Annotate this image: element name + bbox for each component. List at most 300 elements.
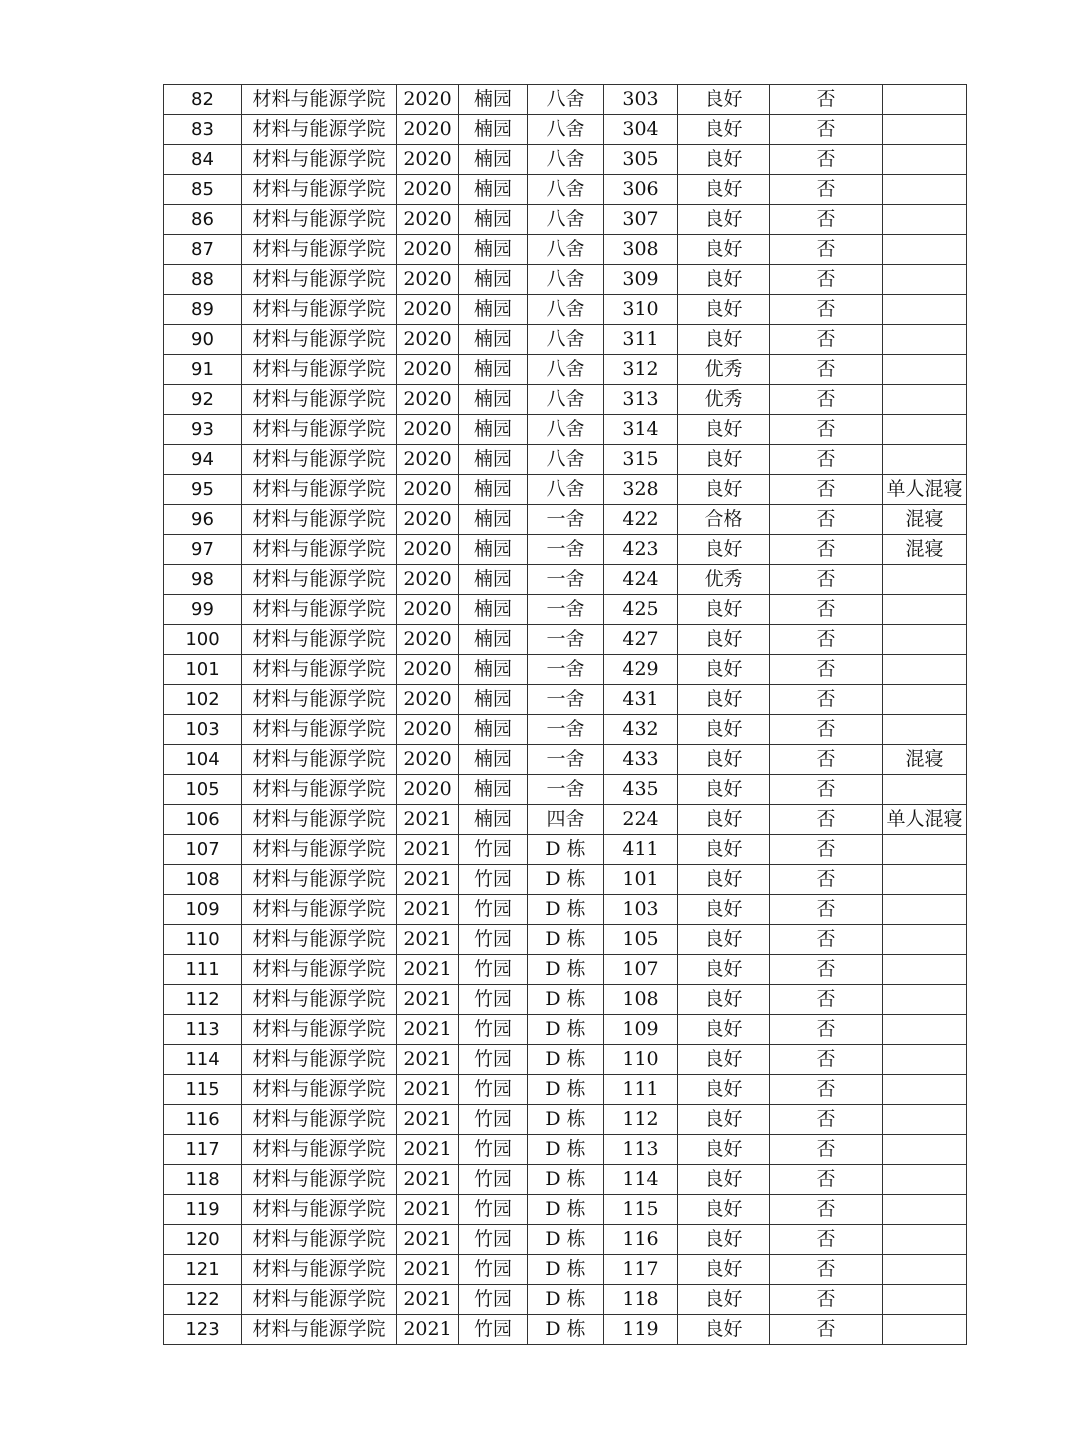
cell-building: 八舍: [528, 355, 604, 385]
cell-college: 材料与能源学院: [242, 685, 397, 715]
table-row: [164, 1165, 967, 1195]
cell-flag: 否: [770, 385, 883, 415]
cell-year: 2021: [397, 1105, 459, 1135]
cell-flag: 否: [770, 1255, 883, 1285]
cell-rating: 良好: [678, 475, 770, 505]
cell-rating: 合格: [678, 505, 770, 535]
cell-room: 328: [604, 475, 678, 505]
cell-building: D 栋: [528, 985, 604, 1015]
cell-campus: 楠园: [459, 415, 528, 445]
cell-note: [883, 955, 967, 985]
table-row: [164, 385, 967, 415]
cell-campus: 楠园: [459, 325, 528, 355]
cell-flag: 否: [770, 865, 883, 895]
cell-campus: 楠园: [459, 715, 528, 745]
cell-flag: 否: [770, 475, 883, 505]
cell-year: 2021: [397, 1165, 459, 1195]
cell-room: 423: [604, 535, 678, 565]
cell-flag: 否: [770, 1195, 883, 1225]
cell-index: 86: [164, 205, 242, 235]
cell-college: 材料与能源学院: [242, 1315, 397, 1345]
cell-rating: 良好: [678, 1225, 770, 1255]
cell-index: 114: [164, 1045, 242, 1075]
cell-year: 2021: [397, 805, 459, 835]
cell-index: 94: [164, 445, 242, 475]
cell-college: 材料与能源学院: [242, 85, 397, 115]
cell-room: 103: [604, 895, 678, 925]
cell-building: 八舍: [528, 265, 604, 295]
cell-campus: 楠园: [459, 475, 528, 505]
cell-note: [883, 295, 967, 325]
cell-room: 433: [604, 745, 678, 775]
cell-year: 2021: [397, 955, 459, 985]
cell-room: 313: [604, 385, 678, 415]
cell-note: [883, 235, 967, 265]
cell-year: 2021: [397, 1255, 459, 1285]
cell-note: [883, 1015, 967, 1045]
cell-index: 101: [164, 655, 242, 685]
cell-campus: 竹园: [459, 1195, 528, 1225]
cell-flag: 否: [770, 535, 883, 565]
cell-building: 八舍: [528, 385, 604, 415]
cell-index: 97: [164, 535, 242, 565]
cell-building: 四舍: [528, 805, 604, 835]
cell-room: 305: [604, 145, 678, 175]
cell-flag: 否: [770, 1285, 883, 1315]
cell-building: 八舍: [528, 175, 604, 205]
cell-flag: 否: [770, 1135, 883, 1165]
cell-college: 材料与能源学院: [242, 235, 397, 265]
cell-room: 113: [604, 1135, 678, 1165]
cell-index: 104: [164, 745, 242, 775]
cell-year: 2021: [397, 925, 459, 955]
cell-year: 2020: [397, 685, 459, 715]
cell-building: 八舍: [528, 445, 604, 475]
cell-year: 2020: [397, 655, 459, 685]
cell-rating: 良好: [678, 625, 770, 655]
cell-flag: 否: [770, 235, 883, 265]
cell-note: [883, 415, 967, 445]
cell-college: 材料与能源学院: [242, 145, 397, 175]
table-row: [164, 265, 967, 295]
dormitory-table: [163, 84, 967, 1345]
cell-building: 一舍: [528, 655, 604, 685]
cell-year: 2020: [397, 595, 459, 625]
cell-index: 110: [164, 925, 242, 955]
cell-building: D 栋: [528, 895, 604, 925]
cell-campus: 竹园: [459, 1315, 528, 1345]
cell-room: 411: [604, 835, 678, 865]
cell-building: 八舍: [528, 295, 604, 325]
cell-note: [883, 145, 967, 175]
table-row: [164, 625, 967, 655]
cell-rating: 良好: [678, 1165, 770, 1195]
cell-building: D 栋: [528, 1105, 604, 1135]
cell-index: 120: [164, 1225, 242, 1255]
cell-index: 90: [164, 325, 242, 355]
cell-index: 112: [164, 985, 242, 1015]
cell-note: [883, 715, 967, 745]
cell-rating: 良好: [678, 865, 770, 895]
cell-college: 材料与能源学院: [242, 475, 397, 505]
cell-room: 109: [604, 1015, 678, 1045]
cell-campus: 楠园: [459, 175, 528, 205]
cell-year: 2020: [397, 625, 459, 655]
cell-index: 116: [164, 1105, 242, 1135]
cell-building: D 栋: [528, 865, 604, 895]
cell-college: 材料与能源学院: [242, 595, 397, 625]
table-row: [164, 1105, 967, 1135]
cell-campus: 竹园: [459, 1015, 528, 1045]
cell-building: 八舍: [528, 415, 604, 445]
cell-college: 材料与能源学院: [242, 655, 397, 685]
cell-index: 118: [164, 1165, 242, 1195]
cell-campus: 楠园: [459, 85, 528, 115]
cell-rating: 良好: [678, 1135, 770, 1165]
cell-room: 101: [604, 865, 678, 895]
cell-rating: 良好: [678, 595, 770, 625]
cell-building: D 栋: [528, 1075, 604, 1105]
cell-index: 108: [164, 865, 242, 895]
cell-college: 材料与能源学院: [242, 925, 397, 955]
table-row: [164, 1195, 967, 1225]
cell-building: D 栋: [528, 835, 604, 865]
cell-note: [883, 985, 967, 1015]
cell-note: [883, 565, 967, 595]
cell-year: 2020: [397, 85, 459, 115]
cell-room: 115: [604, 1195, 678, 1225]
cell-rating: 良好: [678, 1285, 770, 1315]
table-row: [164, 1015, 967, 1045]
table-row: [164, 445, 967, 475]
cell-note: [883, 625, 967, 655]
cell-index: 117: [164, 1135, 242, 1165]
cell-room: 112: [604, 1105, 678, 1135]
cell-flag: 否: [770, 775, 883, 805]
cell-index: 93: [164, 415, 242, 445]
cell-campus: 楠园: [459, 745, 528, 775]
cell-flag: 否: [770, 1075, 883, 1105]
cell-year: 2020: [397, 115, 459, 145]
cell-index: 85: [164, 175, 242, 205]
cell-campus: 楠园: [459, 115, 528, 145]
cell-rating: 良好: [678, 1315, 770, 1345]
cell-building: 一舍: [528, 775, 604, 805]
cell-building: D 栋: [528, 1255, 604, 1285]
cell-building: D 栋: [528, 1015, 604, 1045]
cell-note: [883, 355, 967, 385]
cell-flag: 否: [770, 355, 883, 385]
cell-rating: 良好: [678, 115, 770, 145]
cell-year: 2021: [397, 1045, 459, 1075]
table-row: [164, 1285, 967, 1315]
cell-building: D 栋: [528, 925, 604, 955]
cell-index: 106: [164, 805, 242, 835]
cell-campus: 楠园: [459, 265, 528, 295]
cell-year: 2021: [397, 1315, 459, 1345]
cell-rating: 良好: [678, 535, 770, 565]
cell-flag: 否: [770, 1315, 883, 1345]
cell-college: 材料与能源学院: [242, 745, 397, 775]
cell-rating: 良好: [678, 295, 770, 325]
cell-campus: 楠园: [459, 355, 528, 385]
cell-year: 2021: [397, 1195, 459, 1225]
cell-rating: 良好: [678, 775, 770, 805]
cell-flag: 否: [770, 565, 883, 595]
cell-campus: 竹园: [459, 1285, 528, 1315]
cell-note: [883, 1165, 967, 1195]
cell-index: 119: [164, 1195, 242, 1225]
cell-rating: 优秀: [678, 385, 770, 415]
cell-building: D 栋: [528, 1225, 604, 1255]
cell-building: 一舍: [528, 595, 604, 625]
cell-year: 2020: [397, 535, 459, 565]
table-row: [164, 475, 967, 505]
cell-index: 91: [164, 355, 242, 385]
cell-campus: 楠园: [459, 565, 528, 595]
cell-college: 材料与能源学院: [242, 955, 397, 985]
cell-building: 一舍: [528, 535, 604, 565]
cell-rating: 良好: [678, 655, 770, 685]
cell-room: 116: [604, 1225, 678, 1255]
cell-index: 88: [164, 265, 242, 295]
cell-building: 八舍: [528, 325, 604, 355]
cell-flag: 否: [770, 1165, 883, 1195]
table-row: [164, 565, 967, 595]
cell-year: 2020: [397, 175, 459, 205]
cell-rating: 良好: [678, 1045, 770, 1075]
cell-index: 83: [164, 115, 242, 145]
cell-rating: 良好: [678, 235, 770, 265]
cell-year: 2020: [397, 505, 459, 535]
cell-note: [883, 865, 967, 895]
cell-college: 材料与能源学院: [242, 835, 397, 865]
cell-note: 单人混寝: [883, 475, 967, 505]
cell-note: [883, 265, 967, 295]
cell-year: 2020: [397, 715, 459, 745]
table-row: [164, 685, 967, 715]
cell-room: 312: [604, 355, 678, 385]
table-row: [164, 85, 967, 115]
cell-campus: 楠园: [459, 775, 528, 805]
cell-campus: 竹园: [459, 1075, 528, 1105]
cell-rating: 良好: [678, 1015, 770, 1045]
cell-note: [883, 385, 967, 415]
cell-building: D 栋: [528, 1135, 604, 1165]
cell-room: 118: [604, 1285, 678, 1315]
cell-flag: 否: [770, 1105, 883, 1135]
table-row: [164, 595, 967, 625]
cell-campus: 楠园: [459, 505, 528, 535]
table-row: [164, 865, 967, 895]
cell-index: 105: [164, 775, 242, 805]
table-row: [164, 1135, 967, 1165]
cell-rating: 良好: [678, 985, 770, 1015]
cell-room: 425: [604, 595, 678, 625]
cell-building: D 栋: [528, 1315, 604, 1345]
cell-rating: 良好: [678, 925, 770, 955]
cell-note: [883, 205, 967, 235]
cell-building: D 栋: [528, 1165, 604, 1195]
table-row: [164, 955, 967, 985]
cell-college: 材料与能源学院: [242, 385, 397, 415]
table-row: [164, 715, 967, 745]
cell-flag: 否: [770, 115, 883, 145]
cell-index: 109: [164, 895, 242, 925]
cell-college: 材料与能源学院: [242, 205, 397, 235]
cell-rating: 良好: [678, 895, 770, 925]
cell-rating: 良好: [678, 715, 770, 745]
cell-year: 2021: [397, 1135, 459, 1165]
cell-year: 2020: [397, 325, 459, 355]
cell-index: 115: [164, 1075, 242, 1105]
table-row: [164, 505, 967, 535]
cell-building: D 栋: [528, 1045, 604, 1075]
cell-rating: 优秀: [678, 355, 770, 385]
cell-rating: 良好: [678, 1195, 770, 1225]
cell-campus: 楠园: [459, 385, 528, 415]
cell-room: 307: [604, 205, 678, 235]
cell-index: 111: [164, 955, 242, 985]
cell-room: 224: [604, 805, 678, 835]
cell-campus: 竹园: [459, 985, 528, 1015]
cell-flag: 否: [770, 505, 883, 535]
cell-college: 材料与能源学院: [242, 1225, 397, 1255]
cell-building: 一舍: [528, 625, 604, 655]
cell-year: 2020: [397, 565, 459, 595]
cell-college: 材料与能源学院: [242, 1255, 397, 1285]
cell-index: 95: [164, 475, 242, 505]
cell-index: 89: [164, 295, 242, 325]
cell-note: [883, 1075, 967, 1105]
cell-campus: 竹园: [459, 1255, 528, 1285]
cell-year: 2020: [397, 445, 459, 475]
cell-room: 111: [604, 1075, 678, 1105]
cell-campus: 竹园: [459, 955, 528, 985]
cell-room: 315: [604, 445, 678, 475]
table-row: [164, 775, 967, 805]
cell-college: 材料与能源学院: [242, 1165, 397, 1195]
cell-room: 105: [604, 925, 678, 955]
cell-building: 一舍: [528, 565, 604, 595]
table-row: [164, 655, 967, 685]
cell-flag: 否: [770, 175, 883, 205]
cell-rating: 良好: [678, 265, 770, 295]
cell-flag: 否: [770, 325, 883, 355]
cell-college: 材料与能源学院: [242, 355, 397, 385]
cell-rating: 良好: [678, 205, 770, 235]
cell-note: [883, 445, 967, 475]
cell-college: 材料与能源学院: [242, 1195, 397, 1225]
cell-flag: 否: [770, 985, 883, 1015]
cell-note: [883, 655, 967, 685]
cell-college: 材料与能源学院: [242, 715, 397, 745]
table-row: [164, 175, 967, 205]
cell-flag: 否: [770, 1015, 883, 1045]
cell-room: 119: [604, 1315, 678, 1345]
cell-rating: 良好: [678, 85, 770, 115]
cell-college: 材料与能源学院: [242, 805, 397, 835]
cell-college: 材料与能源学院: [242, 295, 397, 325]
cell-index: 82: [164, 85, 242, 115]
cell-year: 2021: [397, 865, 459, 895]
cell-index: 99: [164, 595, 242, 625]
cell-campus: 楠园: [459, 295, 528, 325]
cell-college: 材料与能源学院: [242, 505, 397, 535]
cell-note: [883, 775, 967, 805]
cell-flag: 否: [770, 295, 883, 325]
cell-building: 一舍: [528, 715, 604, 745]
cell-campus: 竹园: [459, 925, 528, 955]
cell-year: 2021: [397, 985, 459, 1015]
cell-campus: 楠园: [459, 625, 528, 655]
cell-room: 429: [604, 655, 678, 685]
cell-campus: 楠园: [459, 445, 528, 475]
cell-room: 310: [604, 295, 678, 325]
cell-room: 306: [604, 175, 678, 205]
cell-building: D 栋: [528, 955, 604, 985]
cell-note: [883, 835, 967, 865]
cell-campus: 竹园: [459, 1225, 528, 1255]
table-row: [164, 985, 967, 1015]
cell-rating: 良好: [678, 145, 770, 175]
cell-rating: 优秀: [678, 565, 770, 595]
cell-room: 432: [604, 715, 678, 745]
cell-note: [883, 1195, 967, 1225]
cell-index: 122: [164, 1285, 242, 1315]
cell-flag: 否: [770, 925, 883, 955]
cell-rating: 良好: [678, 1105, 770, 1135]
cell-flag: 否: [770, 1045, 883, 1075]
cell-campus: 楠园: [459, 595, 528, 625]
cell-rating: 良好: [678, 1075, 770, 1105]
cell-note: [883, 1315, 967, 1345]
cell-note: [883, 115, 967, 145]
cell-note: [883, 595, 967, 625]
cell-note: [883, 895, 967, 925]
cell-room: 108: [604, 985, 678, 1015]
cell-flag: 否: [770, 415, 883, 445]
cell-campus: 竹园: [459, 835, 528, 865]
cell-index: 92: [164, 385, 242, 415]
cell-building: 八舍: [528, 85, 604, 115]
cell-flag: 否: [770, 715, 883, 745]
cell-note: [883, 1135, 967, 1165]
cell-building: 一舍: [528, 685, 604, 715]
cell-room: 424: [604, 565, 678, 595]
cell-rating: 良好: [678, 685, 770, 715]
cell-campus: 竹园: [459, 1105, 528, 1135]
cell-flag: 否: [770, 625, 883, 655]
cell-building: 八舍: [528, 145, 604, 175]
cell-flag: 否: [770, 955, 883, 985]
cell-year: 2021: [397, 1015, 459, 1045]
table-row: [164, 145, 967, 175]
cell-college: 材料与能源学院: [242, 1285, 397, 1315]
cell-campus: 楠园: [459, 535, 528, 565]
cell-campus: 竹园: [459, 865, 528, 895]
cell-flag: 否: [770, 265, 883, 295]
table-row: [164, 895, 967, 925]
cell-campus: 竹园: [459, 1165, 528, 1195]
cell-room: 107: [604, 955, 678, 985]
cell-note: [883, 925, 967, 955]
cell-campus: 竹园: [459, 1045, 528, 1075]
cell-flag: 否: [770, 205, 883, 235]
cell-flag: 否: [770, 835, 883, 865]
cell-room: 435: [604, 775, 678, 805]
cell-rating: 良好: [678, 445, 770, 475]
